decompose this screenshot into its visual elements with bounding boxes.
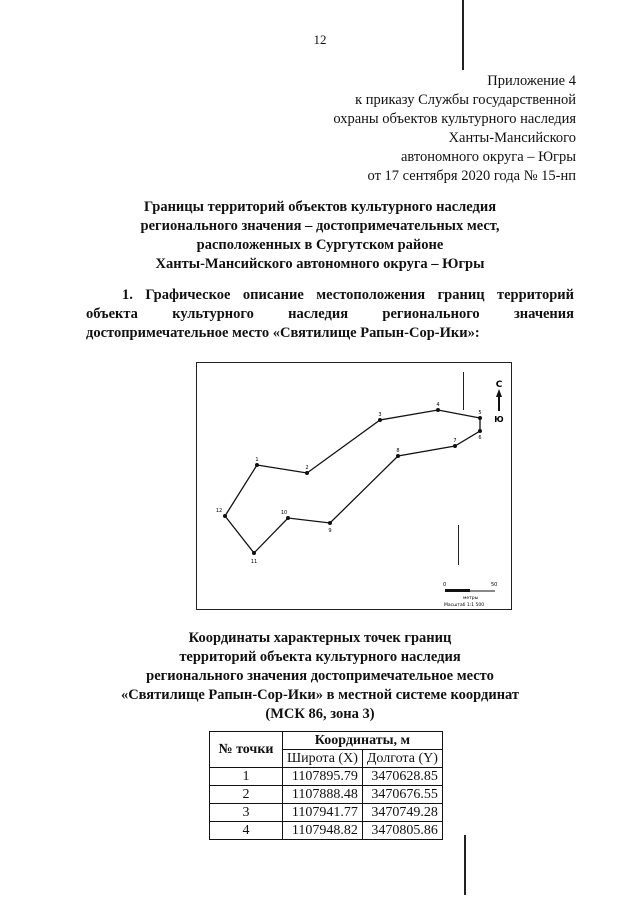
boundary-point [396, 454, 400, 458]
boundary-point [328, 521, 332, 525]
coordinates-title-line: Координаты характерных точек границ [188, 630, 452, 646]
scale-bar [443, 582, 497, 608]
boundary-point-label: 1 [255, 457, 259, 463]
appendix-header [333, 72, 576, 186]
appendix-line: к приказу Службы государственной [355, 92, 576, 108]
latitude-cell: 1107895.79 [283, 768, 363, 786]
boundary-point-label: 11 [250, 559, 258, 565]
document-title [60, 198, 580, 274]
boundary-point [305, 471, 309, 475]
longitude-cell: 3470628.85 [362, 768, 442, 786]
boundary-point [478, 416, 482, 420]
table-row [210, 768, 443, 786]
table-row [210, 786, 443, 804]
boundary-point-label: 8 [396, 448, 400, 454]
title-line: Границы территорий объектов культурного наследия [143, 199, 497, 215]
boundary-point [378, 418, 382, 422]
col-coords-header: Координаты, м [283, 732, 443, 750]
boundary-point [286, 516, 290, 520]
boundary-point [252, 551, 256, 555]
boundary-point [436, 408, 440, 412]
appendix-line: Приложение 4 [487, 73, 576, 89]
boundary-point-label: 10 [280, 510, 288, 516]
scale-end: 50 [491, 582, 498, 588]
scale-start: 0 [443, 582, 447, 588]
point-number: 3 [210, 804, 283, 822]
title-line: регионального значения – достопримечательных мест, [140, 218, 500, 234]
point-number: 1 [210, 768, 283, 786]
table-header-row [210, 732, 443, 750]
scan-artifact [463, 372, 464, 410]
scan-artifact [458, 525, 459, 565]
appendix-line: Ханты-Мансийского [448, 130, 576, 146]
appendix-line: автономного округа – Югры [400, 149, 576, 165]
boundary-point [255, 463, 259, 467]
col-lat-header: Широта (X) [283, 750, 363, 768]
table-row [210, 804, 443, 822]
longitude-cell: 3470676.55 [362, 786, 442, 804]
boundary-point [478, 429, 482, 433]
coordinates-title-line: «Святилище Рапын-Сор-Ики» в местной системе координат [120, 687, 520, 703]
col-point-header: № точки [210, 732, 283, 768]
scale-unit: метры [463, 596, 479, 601]
latitude-cell: 1107948.82 [283, 822, 363, 840]
page-number: 12 [313, 32, 327, 47]
longitude-cell: 3470749.28 [362, 804, 442, 822]
title-line: Ханты-Мансийского автономного округа – Югры [155, 256, 485, 272]
boundary-map-drawing [197, 363, 513, 611]
scan-artifact [464, 835, 466, 895]
compass-south: Ю [494, 415, 504, 424]
table-row [210, 822, 443, 840]
point-number: 4 [210, 822, 283, 840]
point-number: 2 [210, 786, 283, 804]
boundary-point-label: 4 [436, 402, 440, 408]
boundary-point-label: 9 [328, 528, 332, 534]
boundary-point-label: 7 [453, 438, 457, 444]
coordinates-title-line: территорий объекта культурного наследия [179, 649, 461, 665]
col-lon-header: Долгота (Y) [362, 750, 442, 768]
coordinates-table [209, 731, 443, 840]
boundary-polygon [225, 410, 480, 553]
coordinates-title-line: регионального значения достопримечательное место [146, 668, 494, 684]
latitude-cell: 1107888.48 [283, 786, 363, 804]
compass-north: С [495, 380, 503, 390]
scan-artifact [462, 0, 464, 70]
boundary-point-label: 2 [305, 465, 309, 471]
coordinates-title [80, 629, 560, 724]
scale-ratio: Масштаб 1:1 500 [444, 603, 485, 608]
boundary-point-label: 3 [378, 412, 382, 418]
boundary-point [223, 514, 227, 518]
boundary-map [196, 362, 512, 610]
compass-icon [494, 380, 503, 424]
appendix-line: охраны объектов культурного наследия [333, 111, 576, 127]
boundary-point [453, 444, 457, 448]
coordinates-title-line: (МСК 86, зона 3) [265, 706, 375, 722]
boundary-point-label: 5 [478, 410, 482, 416]
latitude-cell: 1107941.77 [283, 804, 363, 822]
title-line: расположенных в Сургутском районе [196, 237, 444, 253]
section-1-paragraph [86, 286, 574, 343]
boundary-point-label: 12 [215, 508, 223, 514]
longitude-cell: 3470805.86 [362, 822, 442, 840]
section-1-text: 1. Графическое описание местоположения границ территорий объекта культурного наследия регионального значения достопримечательное место «Святилище Рапын-Сор-Ики»: [86, 287, 574, 341]
appendix-line: от 17 сентября 2020 года № 15-нп [367, 168, 576, 184]
boundary-point-label: 6 [478, 435, 482, 441]
